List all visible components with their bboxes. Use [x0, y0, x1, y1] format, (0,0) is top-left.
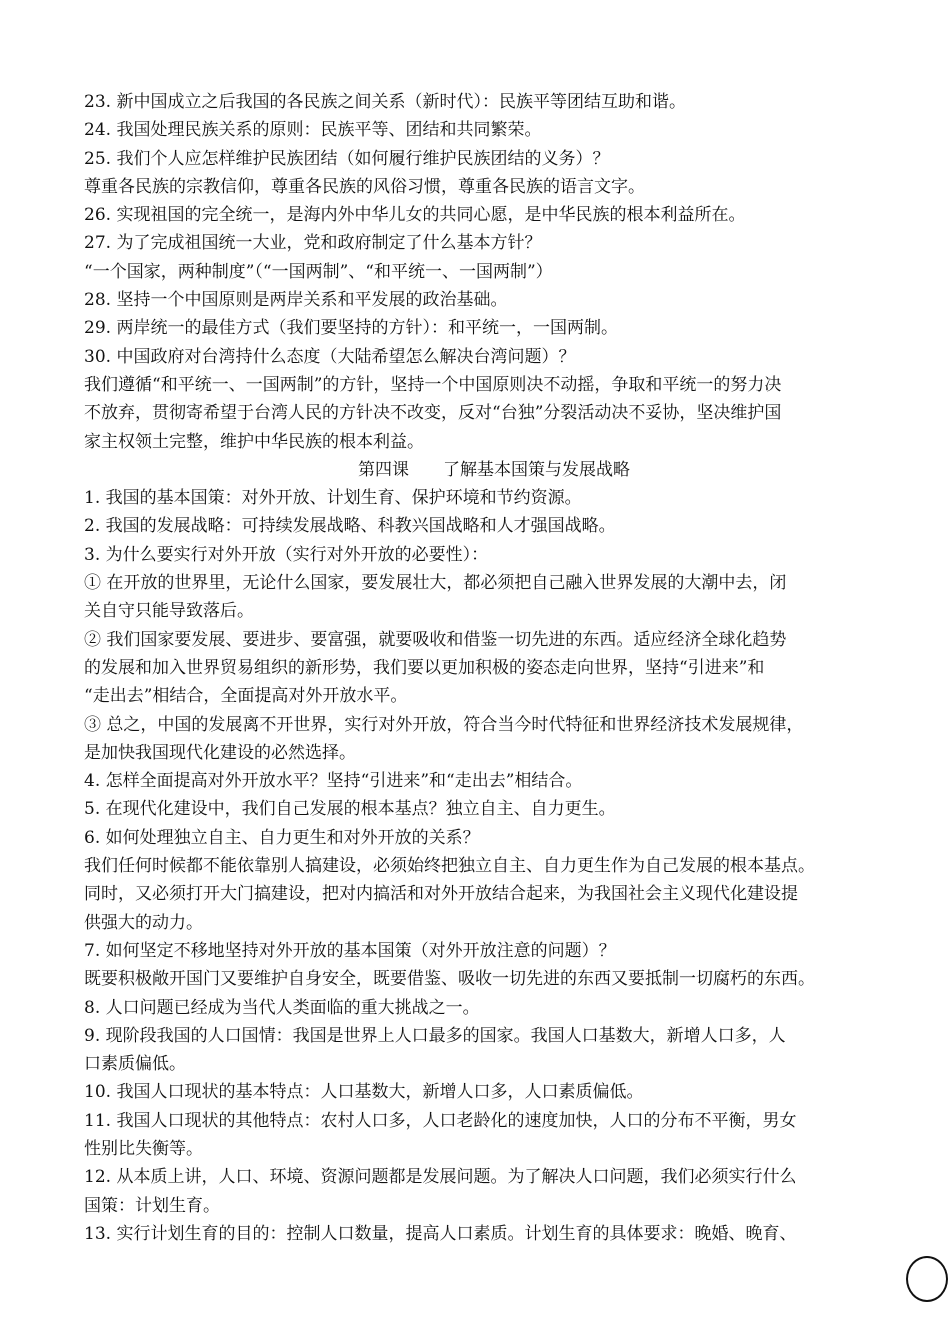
text-line: 不放弃，贯彻寄希望于台湾人民的方针决不改变，反对“台独”分裂活动决不妥协，坚决维护国 — [84, 403, 782, 424]
text-line: “走出去”相结合，全面提高对外开放水平。 — [84, 686, 408, 707]
section-part2 — [84, 484, 904, 1248]
text-line: 9. 现阶段我国的人口国情：我国是世界上人口最多的国家。我国人口基数大，新增人口多，人 — [84, 1025, 786, 1046]
document-body — [84, 88, 904, 1248]
text-line: 既要积极敞开国门又要维护自身安全，既要借鉴、吸收一切先进的东西又要抵制一切腐朽的东西。 — [84, 969, 815, 990]
text-line: 25. 我们个人应怎样维护民族团结（如何履行维护民族团结的义务）？ — [84, 148, 610, 169]
lesson-heading: 第四课 了解基本国策与发展战略 — [358, 459, 630, 480]
text-line: “一个国家，两种制度”（“一国两制”、“和平统一、一国两制”） — [84, 261, 553, 282]
text-line: 8. 人口问题已经成为当代人类面临的重大挑战之一。 — [84, 997, 480, 1018]
text-line: 尊重各民族的宗教信仰，尊重各民族的风俗习惯，尊重各民族的语言文字。 — [84, 176, 645, 197]
text-line: 3. 为什么要实行对外开放（实行对外开放的必要性）： — [84, 544, 489, 565]
section-part1 — [84, 88, 904, 456]
text-line: 口素质偏低。 — [84, 1054, 186, 1075]
text-line: 2. 我国的发展战略：可持续发展战略、科教兴国战略和人才强国战略。 — [84, 516, 616, 537]
text-line: 性别比失衡等。 — [84, 1138, 203, 1159]
text-line: ② 我们国家要发展、要进步、要富强，就要吸收和借鉴一切先进的东西。适应经济全球化趋势 — [84, 629, 787, 650]
text-line: 24. 我国处理民族关系的原则：民族平等、团结和共同繁荣。 — [84, 120, 542, 141]
text-line: 的发展和加入世界贸易组织的新形势，我们要以更加积极的姿态走向世界，坚持“引进来”和 — [84, 657, 765, 678]
text-line: 国策：计划生育。 — [84, 1195, 220, 1216]
text-line: 1. 我国的基本国策：对外开放、计划生育、保护环境和节约资源。 — [84, 488, 582, 509]
text-line: 6. 如何处理独立自主、自力更生和对外开放的关系？ — [84, 827, 480, 848]
text-line: 同时，又必须打开大门搞建设，把对内搞活和对外开放结合起来，为我国社会主义现代化建设提 — [84, 884, 798, 905]
text-line: 12. 从本质上讲，人口、环境、资源问题都是发展问题。为了解决人口问题，我们必须实行什么 — [84, 1167, 797, 1188]
text-line: ① 在开放的世界里，无论什么国家，要发展壮大，都必须把自己融入世界发展的大潮中去，闭 — [84, 573, 787, 594]
text-line: 29. 两岸统一的最佳方式（我们要坚持的方针）：和平统一，一国两制。 — [84, 318, 618, 339]
text-line: 10. 我国人口现状的基本特点：人口基数大，新增人口多，人口素质偏低。 — [84, 1082, 644, 1103]
text-line: 关自守只能导致落后。 — [84, 601, 254, 622]
text-line: ③ 总之，中国的发展离不开世界，实行对外开放，符合当今时代特征和世界经济技术发展规律， — [84, 714, 804, 735]
text-line: 我们任何时候都不能依靠别人搞建设，必须始终把独立自主、自力更生作为自己发展的根本基点。 — [84, 856, 815, 877]
text-line: 30. 中国政府对台湾持什么态度（大陆希望怎么解决台湾问题）？ — [84, 346, 576, 367]
text-line: 27. 为了完成祖国统一大业，党和政府制定了什么基本方针？ — [84, 233, 542, 254]
text-line: 13. 实行计划生育的目的：控制人口数量，提高人口素质。计划生育的具体要求：晚婚、晚育、 — [84, 1223, 797, 1244]
text-line: 供强大的动力。 — [84, 912, 203, 933]
text-line: 7. 如何坚定不移地坚持对外开放的基本国策（对外开放注意的问题）？ — [84, 940, 616, 961]
text-line: 5. 在现代化建设中，我们自己发展的根本基点？独立自主、自力更生。 — [84, 799, 616, 820]
text-line: 4. 怎样全面提高对外开放水平？坚持“引进来”和“走出去”相结合。 — [84, 771, 583, 792]
text-line: 家主权领土完整，维护中华民族的根本利益。 — [84, 431, 424, 452]
text-line: 26. 实现祖国的完全统一，是海内外中华儿女的共同心愿，是中华民族的根本利益所在。 — [84, 205, 746, 226]
text-line: 我们遵循“和平统一、一国两制”的方针，坚持一个中国原则决不动摇，争取和平统一的努力决 — [84, 374, 782, 395]
text-line: 是加快我国现代化建设的必然选择。 — [84, 742, 356, 763]
text-line: 11. 我国人口现状的其他特点：农村人口多，人口老龄化的速度加快，人口的分布不平衡，男女 — [84, 1110, 797, 1131]
text-line: 23. 新中国成立之后我国的各民族之间关系（新时代）：民族平等团结互助和谐。 — [84, 92, 686, 112]
page-number-circle — [906, 1256, 948, 1302]
text-line: 28. 坚持一个中国原则是两岸关系和平发展的政治基础。 — [84, 290, 508, 311]
